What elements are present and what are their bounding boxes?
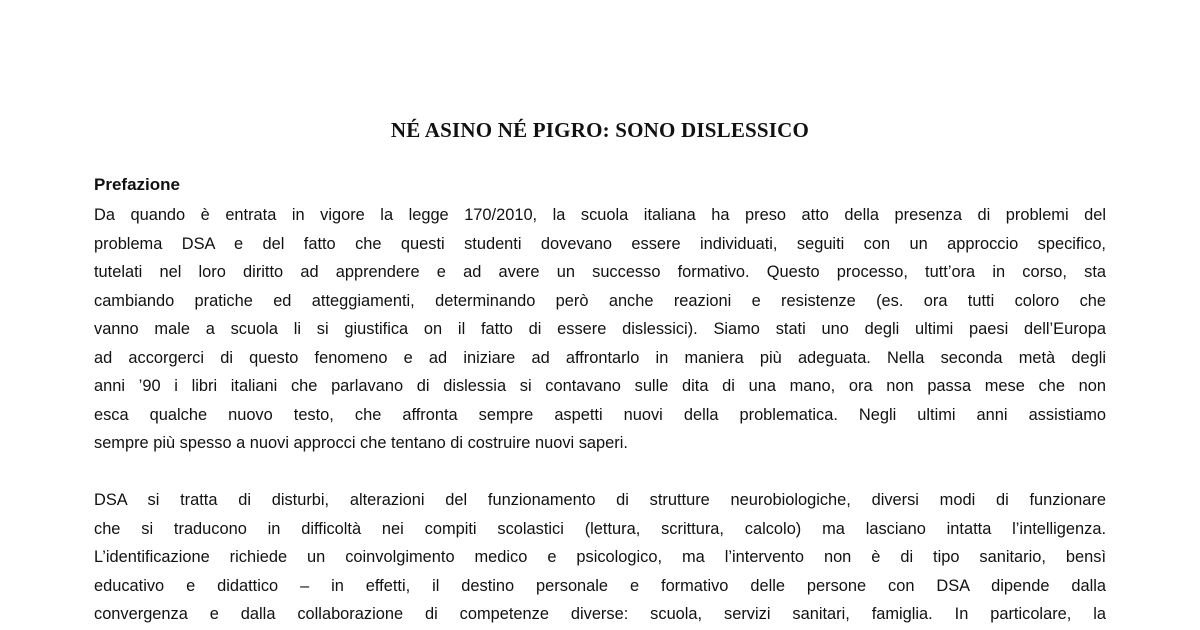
paragraph-line: vanno male a scuola li si giustifica on il fatto di essere dislessici). Siamo stati uno degli ultimi paesi dell’Europa [94, 320, 1106, 338]
paragraph-2 [94, 486, 1106, 629]
paragraph-line: che si traducono in difficoltà nei compiti scolastici (lettura, scrittura, calcolo) ma lasciano intatta l’intelligenza. [94, 519, 1106, 538]
paragraph-line: esca qualche nuovo testo, che affronta sempre aspetti nuovi della problematica. Negli ultimi anni assistiamo [94, 405, 1106, 424]
paragraph-line: educativo e didattico – in effetti, il destino personale e formativo delle persone con DSA dipende dalla [94, 576, 1106, 595]
paragraph-line: problema DSA e del fatto che questi studenti dovevano essere individuati, seguiti con un approccio specifico, [94, 234, 1106, 253]
document-title: NÉ ASINO NÉ PIGRO: SONO DISLESSICO [390, 118, 810, 142]
paragraph-line: Da quando è entrata in vigore la legge 170/2010, la scuola italiana ha preso atto della presenza di problemi del [94, 206, 1106, 224]
paragraph-line: ad accorgerci di questo fenomeno e ad iniziare ad affrontarlo in maniera più adeguata. Nella seconda metà degli [94, 348, 1106, 367]
paragraph-line: anni ’90 i libri italiani che parlavano di dislessia si contavano sulle dita di una mano, ora non passa mese che non [94, 377, 1106, 395]
section-heading-prefazione: Prefazione [94, 175, 180, 194]
paragraph-line: DSA si tratta di disturbi, alterazioni del funzionamento di strutture neurobiologiche, diversi modi di funzionare [94, 491, 1106, 509]
paragraph-line: tutelati nel loro diritto ad apprendere e ad avere un successo formativo. Questo processo, tutt’ora in corso, sta [94, 263, 1106, 281]
paragraph-line: cambiando pratiche ed atteggiamenti, determinando però anche reazioni e resistenze (es. ora tutti coloro che [94, 291, 1106, 310]
paragraph-1 [94, 201, 1106, 458]
paragraph-line: convergenza e dalla collaborazione di competenze diverse: scuola, servizi sanitari, famiglia. In particolare, la [94, 605, 1106, 623]
paragraph-line: L’identificazione richiede un coinvolgimento medico e psicologico, ma l’intervento non è di tipo sanitario, bensì [94, 548, 1106, 566]
paragraph-line: sempre più spesso a nuovi approcci che tentano di costruire nuovi saperi. [94, 434, 628, 452]
